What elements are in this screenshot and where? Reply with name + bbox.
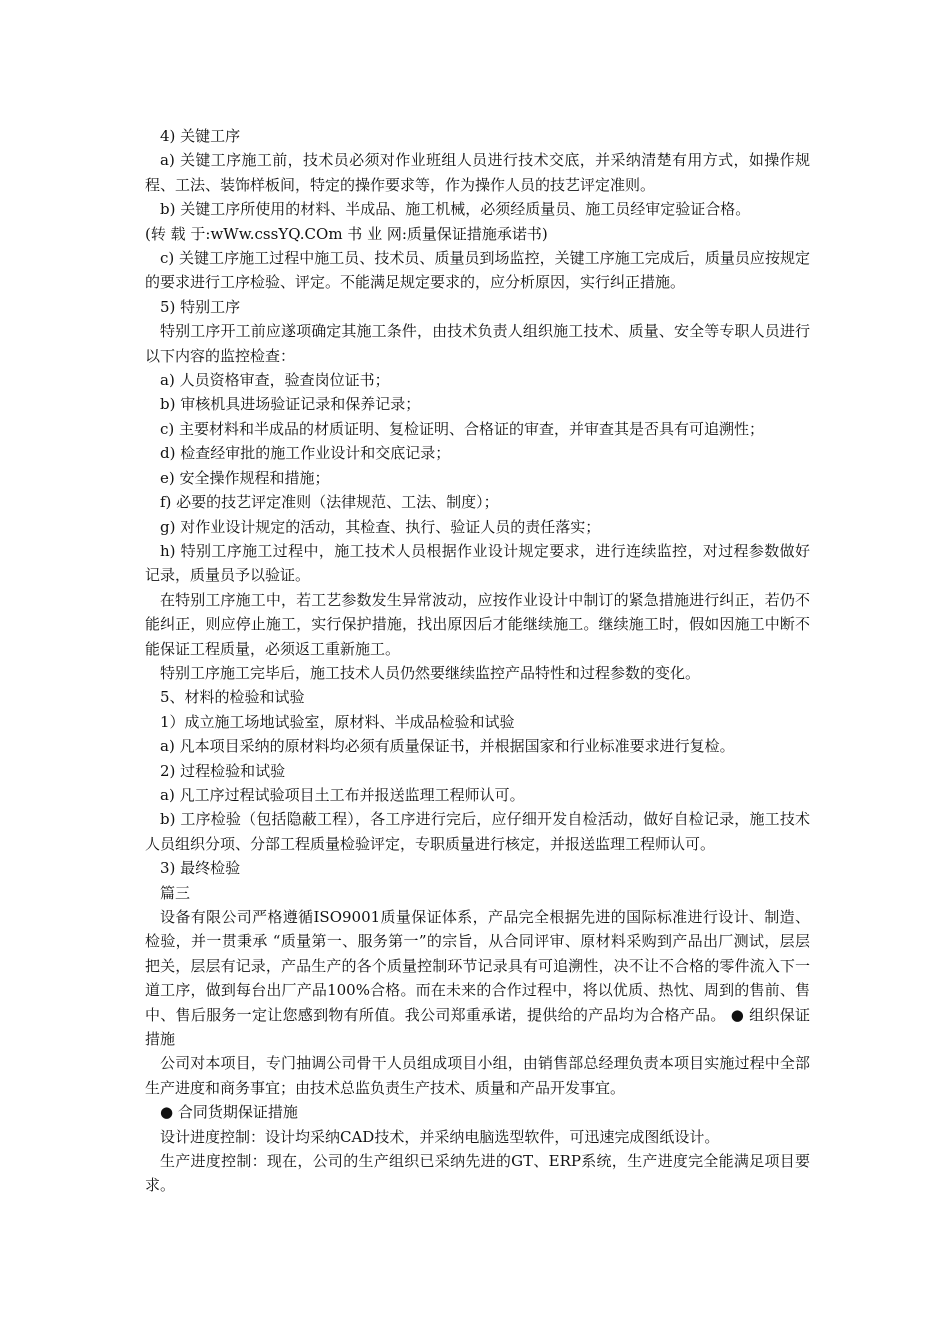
paragraph: 公司对本项目，专门抽调公司骨干人员组成项目小组，由销售部总经理负责本项目实施过程中全部生产进度和商务事宜；由技术总监负责生产技术、质量和产品开发事宜。	[145, 1054, 810, 1097]
paragraph: 在特别工序施工中，若工艺参数发生异常波动，应按作业设计中制订的紧急措施进行纠正，若仍不能纠正，则应停止施工，实行保护措施，找出原因后才能继续施工。继续施工时，假如因施工中断不能保证工程质量，必须返工重新施工。	[145, 590, 810, 658]
list-item: a) 人员资格审查，验查岗位证书；	[160, 371, 390, 390]
source-note: (转 载 于:wWw.cssYQ.COm 书 业 网:质量保证措施承诺书)	[145, 224, 548, 243]
list-item: f) 必要的技艺评定准则（法律规范、工法、制度）；	[160, 493, 499, 512]
list-item: a) 凡本项目采纳的原材料均必须有质量保证书，并根据国家和行业标准要求进行复检。	[160, 737, 735, 756]
list-item: h) 特别工序施工过程中，施工技术人员根据作业设计规定要求，进行连续监控，对过程参数做好记录，质量员予以验证。	[145, 541, 810, 585]
section-title: 篇三	[160, 883, 191, 902]
list-item: 1）成立施工场地试验室，原材料、半成品检验和试验	[160, 712, 515, 731]
list-item: e) 安全操作规程和措施；	[160, 468, 330, 487]
list-item: a) 凡工序过程试验项目土工布并报送监理工程师认可。	[160, 785, 525, 804]
list-item: b) 审核机具进场验证记录和保养记录；	[160, 395, 421, 414]
list-item: c) 主要材料和半成品的材质证明、复检证明、合格证的审查，并审查其是否具有可追溯性；	[160, 419, 765, 438]
paragraph: b) 关键工序所使用的材料、半成品、施工机械，必须经质量员、施工员经审定验证合格。	[160, 200, 751, 219]
heading-special-process: 5) 特别工序	[160, 297, 241, 316]
paragraph: 生产进度控制：现在，公司的生产组织已采纳先进的GT、ERP系统，生产进度完全能满足项目要求。	[145, 1152, 810, 1195]
document-body	[145, 124, 810, 1198]
paragraph: 特别工序开工前应遂项确定其施工条件，由技术负责人组织施工技术、质量、安全等专职人员进行以下内容的监控检查：	[145, 322, 810, 365]
list-item: d) 检查经审批的施工作业设计和交底记录；	[160, 444, 451, 463]
list-item: b) 工序检验（包括隐蔽工程），各工序进行完后，应仔细开发自检活动，做好自检记录，施工技术人员组织分项、分部工程质量检验评定，专职质量进行核定，并报送监理工程师认可。	[145, 810, 810, 853]
bullet-heading: ● 合同货期保证措施	[160, 1103, 298, 1122]
list-item: 3) 最终检验	[160, 859, 241, 878]
paragraph: 设备有限公司严格遵循ISO9001质量保证体系，产品完全根据先进的国际标准进行设计、制造、检验，并一贯秉承 “质量第一、服务第一”的宗旨，从合同评审、原材料采购到产品出厂测试，层层把关，层层有记录，产品生产的各个质量控制环节记录具有可追溯性，决不让不合格的零件流入下一道工序，做到每台出厂产品100%合格。而在未来的合作过程中，将以优质、热忱、周到的售前、售中、售后服务一定让您感到物有所值。我公司郑重承诺，提供给的产品均为合格产品。 ● 组织保证措施	[145, 908, 810, 1049]
list-item: g) 对作业设计规定的活动，其检查、执行、验证人员的责任落实；	[160, 517, 601, 536]
paragraph: c) 关键工序施工过程中施工员、技术员、质量员到场监控，关键工序施工完成后，质量员应按规定的要求进行工序检验、评定。不能满足规定要求的，应分析原因，实行纠正措施。	[145, 249, 810, 292]
heading-materials: 5、材料的检验和试验	[160, 688, 305, 707]
paragraph: 特别工序施工完毕后，施工技术人员仍然要继续监控产品特性和过程参数的变化。	[160, 663, 701, 682]
paragraph: a) 关键工序施工前，技术员必须对作业班组人员进行技术交底，并采纳清楚有用方式，如操作规程、工法、装饰样板间，特定的操作要求等，作为操作人员的技艺评定准则。	[145, 151, 810, 194]
list-item: 2) 过程检验和试验	[160, 761, 286, 780]
heading-key-process: 4) 关键工序	[160, 127, 241, 145]
paragraph: 设计进度控制：设计均采纳CAD技术，并采纳电脑选型软件，可迅速完成图纸设计。	[160, 1127, 720, 1146]
